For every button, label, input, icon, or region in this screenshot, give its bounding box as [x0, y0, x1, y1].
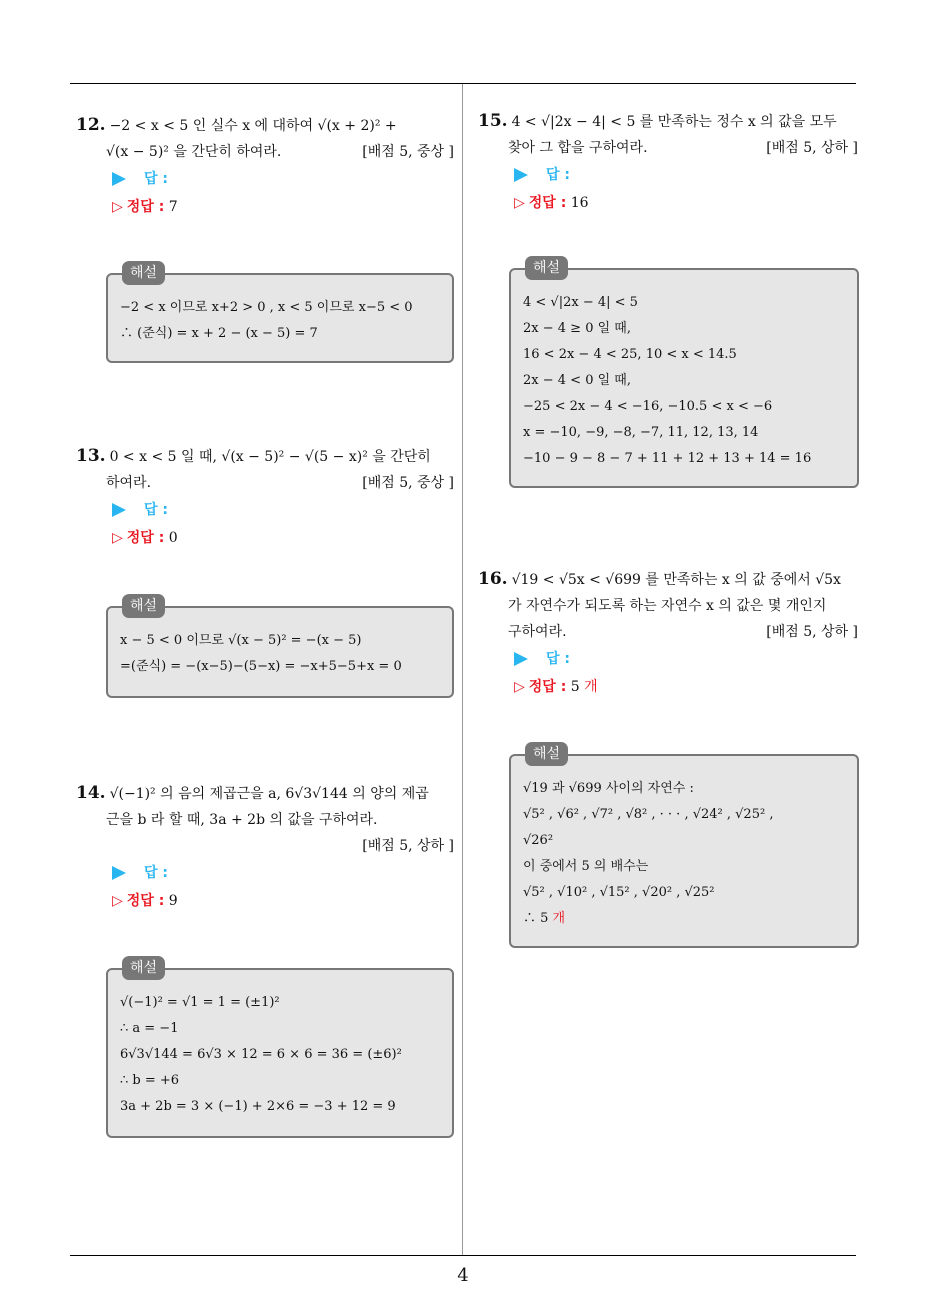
solution-line: √19 과 √699 사이의 자연수 : [523, 781, 694, 796]
question-line-1: −2 < x < 5 인 실수 x 에 대하여 √(x + 2)² + [109, 118, 397, 134]
problem-14 [76, 780, 454, 915]
solution-tag: 해설 [122, 594, 165, 618]
question-line-1: 0 < x < 5 일 때, √(x − 5)² − √(5 − x)² 을 간단히 [109, 449, 431, 465]
problem-13 [76, 443, 454, 552]
correct-value: 5 [570, 679, 580, 695]
correct-answer-line [478, 189, 858, 217]
top-rule [70, 83, 856, 84]
answer-line [478, 161, 858, 189]
bottom-rule [70, 1255, 856, 1256]
problem-number: 16. [478, 569, 508, 589]
page-number: 4 [457, 1265, 469, 1286]
correct-label: 정답 : [126, 530, 165, 546]
solution-line: √5² , √6² , √7² , √8² , · · · , √24² , √25² , [523, 807, 774, 822]
answer-label: 답 : [144, 171, 168, 187]
question-line-1: √(−1)² 의 음의 제곱근을 a, 6√3√144 의 양의 제곱 [109, 786, 429, 802]
triangle-outline-icon: ▷ [514, 195, 525, 211]
solution-box-14 [106, 960, 454, 1138]
problem-16 [478, 566, 858, 701]
solution-conclusion-value: ∴ 5 [523, 911, 549, 926]
solution-line: ∴ (준식) = x + 2 − (x − 5) = 7 [120, 326, 318, 341]
score-meta: [배점 5, 중상 ] [362, 144, 454, 160]
solution-box-16 [509, 746, 859, 948]
answer-label: 답 : [144, 502, 168, 518]
question-line-2: √(x − 5)² 을 간단히 하여라. [106, 144, 282, 160]
answer-label: 답 : [546, 167, 570, 183]
score-meta: [배점 5, 상하 ] [766, 140, 858, 156]
correct-label: 정답 : [126, 199, 165, 215]
solution-box-12 [106, 265, 454, 363]
correct-label: 정답 : [126, 893, 165, 909]
solution-line: √(−1)² = √1 = 1 = (±1)² [120, 995, 280, 1010]
solution-line: x − 5 < 0 이므로 √(x − 5)² = −(x − 5) [120, 633, 362, 648]
question-line-2: 하여라. [106, 475, 152, 491]
solution-line: 6√3√144 = 6√3 × 12 = 6 × 6 = 36 = (±6)² [120, 1047, 402, 1062]
answer-line [76, 859, 454, 887]
solution-line: −10 − 9 − 8 − 7 + 11 + 12 + 13 + 14 = 16 [523, 451, 812, 466]
solution-line: −2 < x 이므로 x+2 > 0 , x < 5 이므로 x−5 < 0 [120, 300, 413, 315]
triangle-outline-icon: ▷ [112, 893, 123, 909]
correct-answer-line [76, 524, 454, 552]
correct-value: 16 [570, 195, 589, 211]
play-triangle-icon [112, 866, 126, 880]
correct-value: 9 [168, 893, 178, 909]
solution-line: 2x − 4 ≥ 0 일 때, [523, 321, 631, 336]
solution-tag: 해설 [525, 742, 568, 766]
correct-unit: 개 [584, 679, 598, 695]
solution-line: −25 < 2x − 4 < −16, −10.5 < x < −6 [523, 399, 773, 414]
problem-number: 14. [76, 783, 106, 803]
solution-box-15 [509, 260, 859, 488]
problem-number: 13. [76, 446, 106, 466]
correct-label: 정답 : [528, 195, 567, 211]
solution-line: √5² , √10² , √15² , √20² , √25² [523, 885, 715, 900]
solution-line: 2x − 4 < 0 일 때, [523, 373, 631, 388]
solution-line: ∴ a = −1 [120, 1021, 179, 1036]
question-line-2: 가 자연수가 되도록 하는 자연수 x 의 값은 몇 개인지 [508, 598, 827, 614]
solution-line: x = −10, −9, −8, −7, 11, 12, 13, 14 [523, 425, 759, 440]
question-line-1: √19 < √5x < √699 를 만족하는 x 의 값 중에서 √5x [511, 572, 841, 588]
correct-answer-line [76, 887, 454, 915]
question-line-3: 구하여라. [508, 624, 567, 640]
play-triangle-icon [514, 652, 528, 666]
solution-line: 3a + 2b = 3 × (−1) + 2×6 = −3 + 12 = 9 [120, 1099, 396, 1114]
solution-box-13 [106, 598, 454, 698]
score-meta: [배점 5, 중상 ] [362, 475, 454, 491]
solution-line: =(준식) = −(x−5)−(5−x) = −x+5−5+x = 0 [120, 659, 402, 674]
answer-line [478, 645, 858, 673]
correct-value: 0 [168, 530, 178, 546]
question-line-2: 근을 b 라 할 때, 3a + 2b 의 값을 구하여라. [106, 812, 378, 828]
solution-tag: 해설 [122, 261, 165, 285]
triangle-outline-icon: ▷ [514, 679, 525, 695]
play-triangle-icon [514, 168, 528, 182]
solution-line: √26² [523, 833, 554, 848]
answer-label: 답 : [144, 865, 168, 881]
solution-conclusion-unit: 개 [552, 911, 566, 926]
question-line-2: 찾아 그 합을 구하여라. [508, 140, 648, 156]
play-triangle-icon [112, 172, 126, 186]
question-line-1: 4 < √|2x − 4| < 5 를 만족하는 정수 x 의 값을 모두 [511, 114, 837, 130]
correct-value: 7 [168, 199, 178, 215]
play-triangle-icon [112, 503, 126, 517]
answer-line [76, 165, 454, 193]
triangle-outline-icon: ▷ [112, 530, 123, 546]
problem-number: 15. [478, 111, 508, 131]
correct-label: 정답 : [528, 679, 567, 695]
problem-number: 12. [76, 115, 106, 135]
solution-tag: 해설 [525, 256, 568, 280]
correct-answer-line [478, 673, 858, 701]
solution-conclusion [523, 906, 845, 932]
solution-line: 이 중에서 5 의 배수는 [523, 859, 649, 874]
problem-12 [76, 112, 454, 221]
solution-tag: 해설 [122, 956, 165, 980]
correct-answer-line [76, 193, 454, 221]
answer-line [76, 496, 454, 524]
problem-15 [478, 108, 858, 217]
solution-line: 16 < 2x − 4 < 25, 10 < x < 14.5 [523, 347, 737, 362]
solution-line: ∴ b = +6 [120, 1073, 180, 1088]
score-meta: [배점 5, 상하 ] [362, 838, 454, 854]
answer-label: 답 : [546, 651, 570, 667]
column-divider [462, 84, 463, 1256]
triangle-outline-icon: ▷ [112, 199, 123, 215]
solution-line: 4 < √|2x − 4| < 5 [523, 295, 638, 310]
score-meta: [배점 5, 상하 ] [766, 624, 858, 640]
